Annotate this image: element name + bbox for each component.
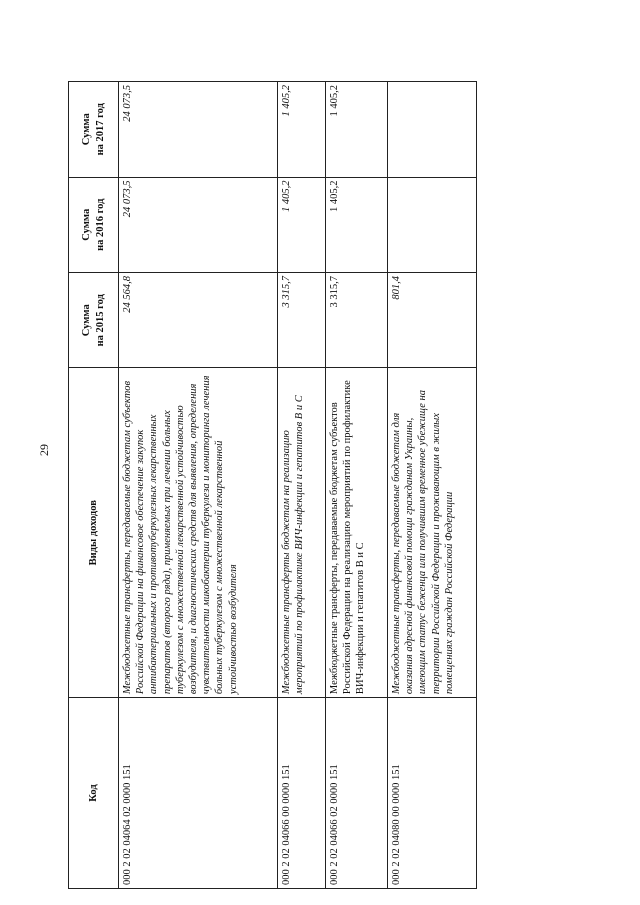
header-sum-2017: Сумма на 2017 год	[69, 82, 119, 178]
rotated-table-container	[68, 81, 476, 889]
header-code: Код	[69, 698, 119, 889]
header-sum-2016: Сумма на 2016 год	[69, 177, 119, 272]
row-sum-2016: 1 405,2	[326, 177, 388, 272]
table-row	[278, 82, 326, 889]
table-row	[326, 82, 388, 889]
row-sum-2015: 3 315,7	[278, 272, 326, 367]
row-code: 000 2 02 04080 00 0000 151	[388, 698, 477, 889]
row-sum-2017: 24 073,5	[119, 82, 278, 178]
row-sum-2017	[388, 82, 477, 178]
row-description: Межбюджетные трансферты, передаваемые бюджетам субъектов Российской Федерации на финансовое обеспечение закупок антибактериальных и противотуберкулезных лекарственных препаратов (второго ряда), применяемых при лечении больных туберкулезом с множественной лекарственной устойчивостью возбудителя, и диагностических средств для выявления, определения чувствительности микобактерии туберкулеза и мониторинга лечения больных туберкулезом с множественной лекарственной устойчивостью возбудителя	[119, 368, 278, 698]
row-sum-2015: 3 315,7	[326, 272, 388, 367]
row-description: Межбюджетные трансферты, передаваемые бюджетам для оказания адресной финансовой помощи гражданам Украины, имеющим статус беженца или получившим временное убежище на территории Российской Федерации и проживающим в жилых помещениях граждан Российской Федерации	[388, 368, 477, 698]
row-code: 000 2 02 04064 02 0000 151	[119, 698, 278, 889]
table-row	[119, 82, 278, 889]
header-sum-2015: Сумма на 2015 год	[69, 272, 119, 367]
row-sum-2016	[388, 177, 477, 272]
row-sum-2017: 1 405,2	[278, 82, 326, 178]
row-sum-2016: 1 405,2	[278, 177, 326, 272]
revenue-table	[68, 81, 477, 889]
row-sum-2015: 24 564,8	[119, 272, 278, 367]
row-sum-2015: 801,4	[388, 272, 477, 367]
row-code: 000 2 02 04066 02 0000 151	[326, 698, 388, 889]
row-sum-2017: 1 405,2	[326, 82, 388, 178]
table-row	[388, 82, 477, 889]
header-type: Виды доходов	[69, 368, 119, 698]
row-description: Межбюджетные трансферты, передаваемые бюджетам субъектов Российской Федерации на реализацию мероприятий по профилактике ВИЧ-инфекции и гепатитов В и С	[326, 368, 388, 698]
row-description: Межбюджетные трансферты бюджетам на реализацию мероприятий по профилактике ВИЧ-инфекции и гепатитов В и С	[278, 368, 326, 698]
row-code: 000 2 02 04066 00 0000 151	[278, 698, 326, 889]
page-number: 29	[37, 444, 51, 456]
row-sum-2016: 24 073,5	[119, 177, 278, 272]
table-header-row	[69, 82, 119, 889]
